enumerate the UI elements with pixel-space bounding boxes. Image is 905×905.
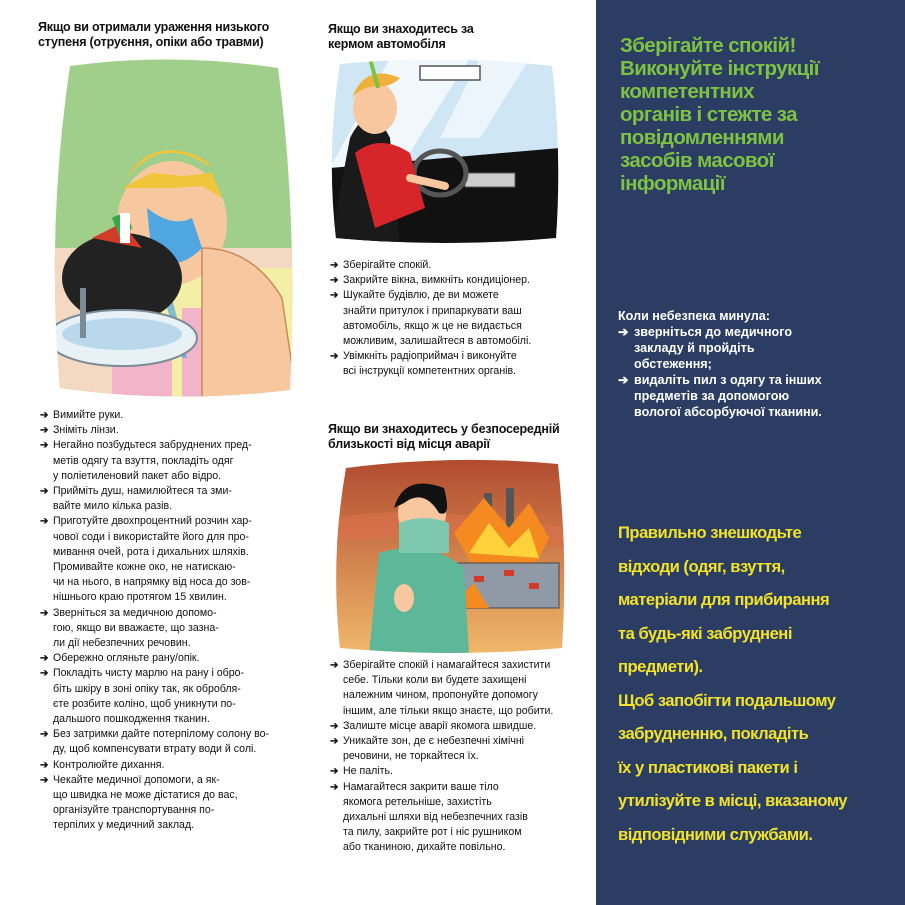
after-danger-block [618, 308, 898, 420]
arrow-right-icon: ➔ [330, 260, 339, 271]
washing-face-illustration [52, 58, 297, 400]
arrow-right-icon: ➔ [330, 275, 339, 287]
list-item: ➔ Шукайте будівлю, де ви можете знайти притулок і припаркувати ваш автомобіль, якщо ж це не видається можливим, залишайтеся в автомобілі. [330, 289, 532, 348]
arrow-right-icon: ➔ [330, 720, 339, 732]
list-item: ➔ Чекайте медичної допомоги, а як- що швидка не може дістатися до вас, організуйте транспортування по- терпілих у медичний заклад. [40, 773, 238, 832]
arrow-right-icon: ➔ [330, 736, 339, 748]
arrow-right-icon: ➔ [330, 766, 339, 778]
list-item: ➔ Закрийте вікна, вимкніть кондиціонер. [330, 273, 592, 288]
list-item: ➔ зверніться до медичного закладу й пройдіть обстеження; [618, 325, 793, 371]
list-item: ➔ Увімкніть радіоприймач і виконуйте всі інструкції компетентних органів. [330, 350, 517, 378]
list-item: ➔ Зверніться за медичною допомо- гою, якщо ви вважаєте, що зазна- ли дії небезпечних речовин. [40, 606, 219, 650]
arrow-right-icon: ➔ [40, 425, 49, 437]
list-item: ➔ Приготуйте двохпроцентний розчин хар- чової соди і використайте його для про- мивання очей, рота і дихальних шляхів. Промивайте кожне око, не натискаю- чи на нього, в напрямку від носа до зов- нішнього краю протягом 15 хвилин. [40, 515, 252, 604]
list-item: ➔ Негайно позбудьтеся забруднених пред- метів одягу та взуття, покладіть одяг у поліетиленовий пакет або відро. [40, 439, 252, 482]
arrow-right-icon: ➔ [618, 373, 629, 387]
washing-face-image [52, 58, 297, 400]
list-item: ➔ Намагайтеся закрити ваше тіло якомога ретельніше, захистіть дихальні шляхи від небезпечних газів та пилу, закрийте рот і ніс рушником або тканиною, дихайте повільно. [330, 780, 528, 854]
arrow-right-icon: ➔ [330, 660, 339, 671]
arrow-right-icon: ➔ [618, 325, 629, 339]
calm-instructions-block [620, 34, 890, 195]
disposal-text: Правильно знешкодьте відходи (одяг, взуття, матеріали для прибирання та будь-які забруднені предмети). Щоб запобігти подальшому забрудненню, покладіть їх у пластикові пакети і утилізуйте в місці, вказаному відповідними службами. [618, 523, 848, 844]
arrow-right-icon: ➔ [40, 774, 49, 786]
accident-section [328, 422, 593, 452]
arrow-right-icon: ➔ [40, 410, 49, 421]
list-item: ➔ Контролюйте дихання. [40, 758, 315, 773]
list-item: ➔ Прийміть душ, намилюйтеся та зми- вайте мило кілька разів. [40, 485, 232, 513]
list-item: ➔ Залиште місце аварії якомога швидше. [330, 719, 595, 734]
arrow-right-icon: ➔ [40, 759, 49, 771]
injury-steps-list [40, 408, 315, 834]
calm-heading: Зберігайте спокій! [620, 34, 796, 57]
arrow-right-icon: ➔ [40, 668, 49, 680]
list-item: ➔ Зберігайте спокій і намагайтеся захистити себе. Тільки коли ви будете захищені належним чином, пропонуйте допомогу іншим, але тільки якщо знаєте, що робити. [330, 659, 554, 717]
arrow-right-icon: ➔ [330, 290, 339, 302]
arrow-right-icon: ➔ [40, 653, 49, 665]
car-illustration [330, 58, 560, 244]
driver-image [330, 58, 560, 244]
accident-title: Якщо ви знаходитесь у безпосередній близькості від місця аварії [328, 422, 560, 451]
list-item: ➔ Не паліть. [330, 764, 595, 779]
accident-illustration [334, 458, 566, 654]
arrow-right-icon: ➔ [40, 516, 49, 528]
list-item: ➔ Покладіть чисту марлю на рану і обро- біть шкіру в зоні опіку так, як обробля- єте розбите коліно, щоб уникнути по- дальшого пошкодження тканин. [40, 667, 245, 726]
arrow-right-icon: ➔ [330, 351, 339, 363]
arrow-right-icon: ➔ [40, 607, 49, 619]
accident-steps-list [330, 658, 595, 856]
list-item: ➔ Уникайте зон, де є небезпечні хімічні речовини, не торкайтеся їх. [330, 735, 525, 763]
instructions-heading: Виконуйте інструкції компетентних органів і стежте за повідомленнями засобів масової інформації [620, 57, 819, 195]
car-section [328, 22, 588, 52]
injury-title: Якщо ви отримали ураження низького ступеня (отруєння, опіки або травми) [38, 20, 270, 49]
list-item: ➔ Без затримки дайте потерпілому солону во- ду, щоб компенсувати втрату води й солі. [40, 728, 270, 756]
arrow-right-icon: ➔ [330, 781, 339, 793]
list-item: ➔ Зберігайте спокій. [330, 258, 592, 273]
list-item: ➔ видаліть пил з одягу та інших предметів за допомогою вологої абсорбуючої тканини. [618, 373, 822, 419]
injury-section [38, 20, 308, 50]
accident-fire-image [334, 458, 566, 654]
car-title: Якщо ви знаходитесь за кермом автомобіля [328, 22, 474, 51]
arrow-right-icon: ➔ [40, 486, 49, 498]
list-item: ➔ Зніміть лінзи. [40, 423, 315, 438]
arrow-right-icon: ➔ [40, 440, 49, 452]
car-steps-list [330, 258, 592, 380]
list-item: ➔ Обережно огляньте рану/опік. [40, 651, 315, 666]
arrow-right-icon: ➔ [40, 729, 49, 741]
list-item: ➔ Вимийте руки. [40, 408, 315, 423]
after-danger-title: Коли небезпека минула: [618, 309, 770, 323]
after-danger-list [618, 324, 898, 420]
